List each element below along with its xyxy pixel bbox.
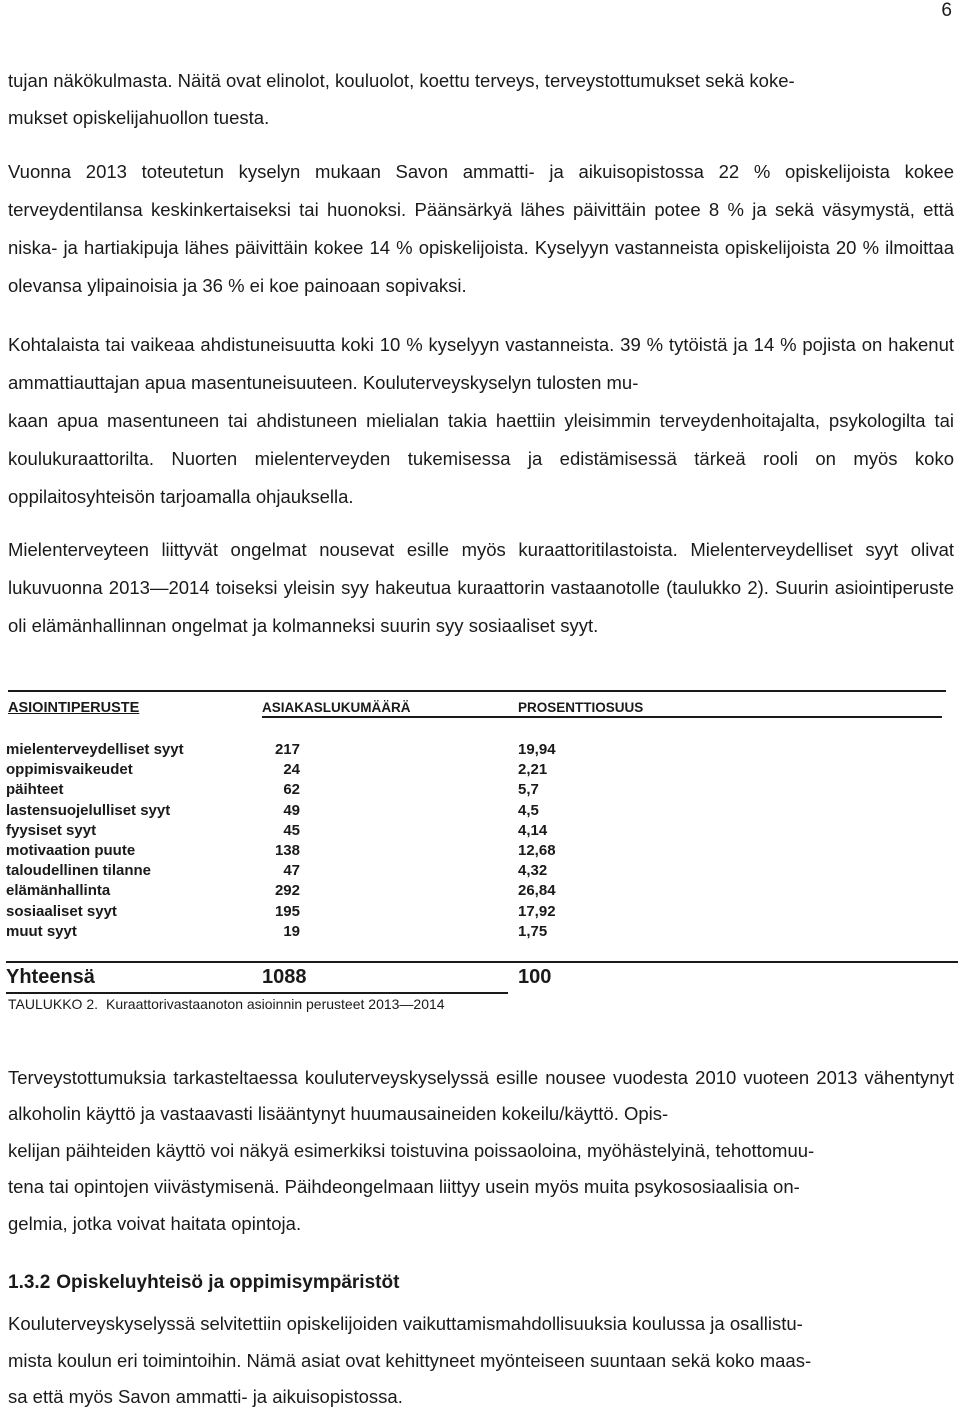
row-count: 138 [274, 842, 300, 859]
header-count-underline [262, 716, 942, 718]
row-count: 45 [283, 821, 300, 839]
section-title: Opiskeluyhteisö ja oppimisympäristöt [56, 1272, 400, 1293]
row-reason: taloudellinen tilanne [6, 862, 152, 880]
paragraph-substance-use: Terveystottumuksia tarkasteltaessa kouluterveyskyselyssä esille nousee vuodesta 2010 vuoteen 2013 vähentynyt alkoholin käyttö ja vastaavasti lisääntynyt huumausaineiden kokeilu/käyttö. Opis- kelijan päihteiden käyttö voi näkyä esimerkiksi toistuvina poissaoloina, myöhästelyinä, tehottomuu- tena tai opintojen viivästymisenä. Päihdeongelmaan liittyy usein myös muita psykososiaalisia on- gelmia, jotka voivat haitata opintoja. [8, 1067, 954, 1234]
row-percent: 26,84 [518, 882, 556, 900]
paragraph-community: Kouluterveyskyselyssä selvitettiin opiskelijoiden vaikuttamismahdollisuuksia koulussa ja osallistu- mista koulun eri toimintoihin. Nämä asiat ovat kehittyneet myönteiseen suuntaan sekä koko maas- sa että myös Savon ammatti- ja aikuisopistossa. [8, 1313, 812, 1407]
row-percent: 4,5 [518, 801, 539, 819]
row-percent: 4,32 [518, 862, 548, 880]
table-caption [8, 995, 445, 1013]
table-row [6, 740, 706, 760]
table-total-row [6, 964, 706, 990]
table-top-rule [8, 690, 946, 692]
row-percent: 2,21 [518, 761, 548, 779]
total-percent: 100 [518, 966, 552, 988]
table-row [6, 881, 706, 901]
section-number: 1.3.2 [8, 1272, 51, 1293]
table-row [6, 821, 706, 841]
row-count: 62 [283, 781, 300, 799]
table-row [6, 760, 706, 780]
section-heading [8, 1268, 399, 1298]
caption-label: TAULUKKO 2. [8, 996, 98, 1012]
row-percent: 12,68 [518, 842, 556, 859]
row-count: 24 [283, 761, 300, 779]
caption-text: Kuraattorivastaanoton asioinnin perusteet 2013—2014 [106, 996, 445, 1012]
header-count: ASIAKASLUKUMÄÄRÄ [262, 700, 411, 715]
table-row [6, 902, 706, 922]
row-percent: 1,75 [518, 922, 548, 940]
paragraph-anxiety: Kohtalaista tai vaikeaa ahdistuneisuutta koki 10 % kyselyyn vastanneista. 39 % tytöistä ja 14 % pojista on hakenut ammattiauttajan apua masentuneisuuteen. Kouluterveyskyselyn tulosten mu- kaan apua masentuneen tai ahdistuneen mielialan takia haettiin yleisimmin terveydenhoitajalta, psykologilta tai koulukuraattorilta. Nuorten mielenterveyden tukemisessa ja edistämisessä tärkeä rooli on myös koko oppilaitosyhteisön tarjoamalla ohjauksella. [8, 334, 954, 507]
row-reason: päihteet [6, 781, 64, 799]
total-bottom-rule [6, 992, 508, 994]
table-row [6, 922, 706, 942]
row-percent: 17,92 [518, 902, 556, 920]
header-percent: PROSENTTIOSUUS [518, 700, 644, 715]
header-reason: ASIOINTIPERUSTE [8, 700, 140, 716]
paragraph-intro: tujan näkökulmasta. Näitä ovat elinolot, kouluolot, koettu terveys, terveystottumukset sekä koke- mukset opiskelijahuollon tuesta. [8, 70, 795, 128]
row-reason: motivaation puute [6, 842, 136, 859]
total-count: 1088 [262, 966, 307, 988]
row-reason: lastensuojelulliset syyt [6, 801, 171, 819]
row-count: 195 [274, 902, 300, 920]
table-row [6, 780, 706, 800]
page-number: 6 [941, 0, 952, 21]
row-count: 19 [283, 922, 300, 940]
total-top-rule [6, 961, 958, 963]
row-count: 292 [274, 882, 300, 900]
row-percent: 5,7 [518, 781, 539, 799]
total-label: Yhteensä [6, 966, 95, 988]
row-count: 217 [274, 741, 300, 758]
table-row [6, 801, 706, 821]
row-reason: sosiaaliset syyt [6, 902, 117, 920]
row-count: 47 [283, 862, 300, 880]
row-percent: 19,94 [518, 741, 556, 758]
table-row [6, 861, 706, 881]
row-count: 49 [283, 801, 300, 819]
row-reason: fyysiset syyt [6, 821, 97, 839]
row-reason: oppimisvaikeudet [6, 761, 133, 779]
table-row [6, 841, 706, 861]
row-reason: elämänhallinta [6, 882, 111, 900]
paragraph-mental-health: Mielenterveyteen liittyvät ongelmat nousevat esille myös kuraattoritilastoista. Mielenterveydelliset syyt olivat lukuvuonna 2013—2014 toiseksi yleisin syy hakeutua kuraattorin vastaanotolle (taulukko 2). Suurin asiointiperuste oli elämänhallinnan ongelmat ja kolmanneksi suurin syy sosiaaliset syyt. [8, 539, 954, 636]
row-percent: 4,14 [518, 821, 548, 839]
row-reason: muut syyt [6, 922, 77, 940]
row-reason: mielenterveydelliset syyt [6, 741, 184, 758]
paragraph-health-survey: Vuonna 2013 toteutetun kyselyn mukaan Savon ammatti- ja aikuisopistossa 22 % opiskelijoista kokee terveydentilansa keskinkertaiseksi tai huonoksi. Päänsärkyä lähes päivittäin potee 8 % ja sekä väsymystä, että niska- ja hartiakipuja lähes päivittäin kokee 14 % opiskelijoista. Kyselyyn vastanneista opiskelijoista 20 % ilmoittaa olevansa ylipainoisia ja 36 % ei koe painoaan sopivaksi. [8, 161, 954, 296]
